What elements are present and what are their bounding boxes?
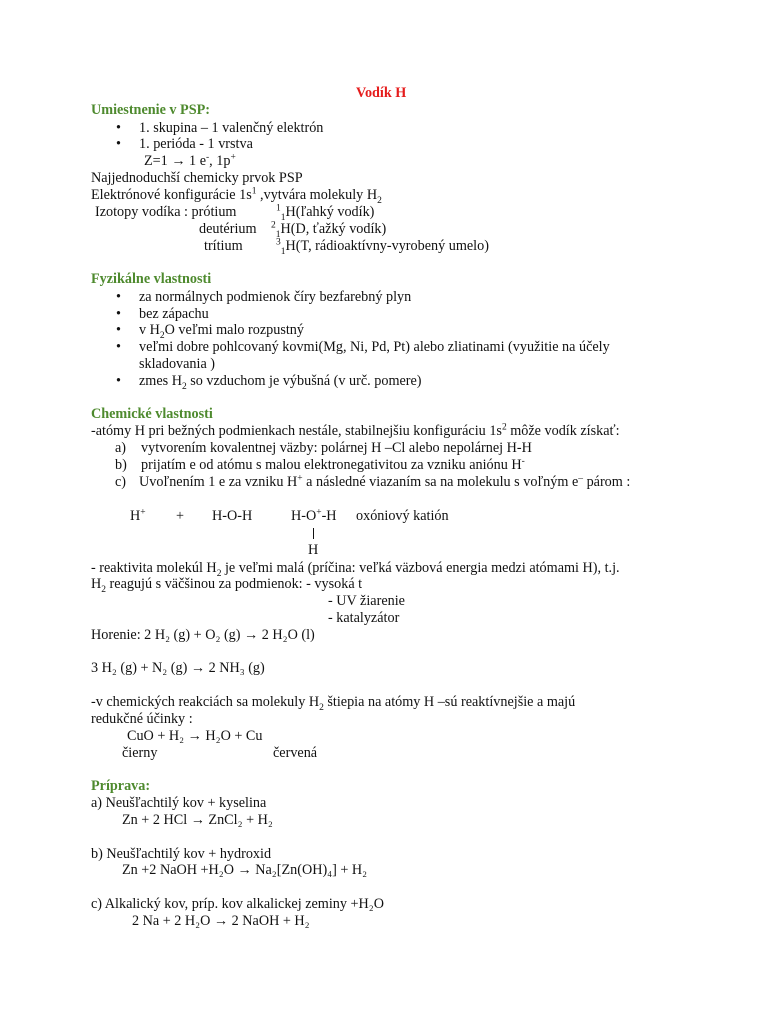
list-item: • 1. perióda - 1 vrstva [139, 136, 253, 153]
eq-oxonium: H-O+-H [291, 507, 337, 524]
eq-h-bottom: H [308, 542, 319, 558]
config-line: Elektrónové konfigurácie $1s^1$ ,vytvára molekuly $H_2$ [91, 186, 382, 206]
label-black: čierny [122, 745, 158, 761]
isotope-protium: $^1_1$H(ľahký vodík) [276, 203, 375, 223]
prep-c-eq: 2 Na + 2 H₂O → 2 NaOH + H₂ [132, 913, 310, 929]
prep-c-label: c) Alkalický kov, príp. kov alkalickej zeminy +H₂O [91, 896, 384, 912]
list-item: • bez zápachu [139, 306, 209, 323]
list-marker: b) [115, 457, 127, 473]
isotope-deuterium-name: deutérium [199, 221, 257, 237]
text-line: redukčné účinky : [91, 711, 193, 727]
condition: - UV žiarenie [328, 593, 405, 609]
list-marker: c) [115, 474, 127, 490]
list-item: • 1. skupina – 1 valenčný elektrón [139, 120, 323, 137]
prep-a-label: a) Neušľachtilý kov + kyselina [91, 795, 267, 811]
list-item: • v $H_2O$ veľmi malo rozpustný [139, 322, 304, 339]
electron-line: Z=1 → 1 e-, 1p+ [144, 152, 236, 169]
equation-ammonia: 3 H₂ (g) + N₂ (g) → 2 NH₃ (g) [91, 660, 265, 676]
eq-plus: + [176, 508, 185, 524]
section-heading-physical: Fyzikálne vlastnosti [91, 271, 212, 287]
list-item: • veľmi dobre pohlcovaný kovmi(Mg, Ni, Pd, Pt) alebo zliatinami (využitie na účely [139, 339, 610, 356]
isotope-tritium-name: trítium [204, 238, 243, 254]
bond-line [313, 528, 314, 539]
section-heading-preparation: Príprava: [91, 778, 151, 794]
eq-oxonium-label: oxóniový katión [356, 508, 449, 524]
section-heading-placement: Umiestnenie v PSP: [91, 102, 211, 118]
list-item: • zmes $H_2$ so vzduchom je výbušná (v urč. pomere) [139, 373, 422, 390]
text-line: $H_2$ reagujú s väčšinou za podmienok: - vysoká t [91, 576, 363, 595]
text-line: - reaktivita molekúl $H_2$ je veľmi malá (príčina: veľká väzbová energia medzi atómami H), t.j. [91, 560, 620, 579]
list-item: prijatím e od atómu s malou elektronegativitou za vzniku aniónu H- [141, 456, 525, 473]
isotopes-label: Izotopy vodíka : prótium [95, 204, 237, 220]
isotope-tritium: $^3_1$H(T, rádioaktívny-vyrobený umelo) [276, 237, 489, 257]
list-item: • za normálnych podmienok číry bezfarebný plyn [139, 289, 411, 306]
isotope-deuterium: $^2_1$H(D, ťažký vodík) [271, 220, 387, 240]
list-item: Uvoľnením 1 e za vzniku H+ a následné viazaním sa na molekulu s voľným e– párom : [139, 473, 631, 490]
list-item: vytvorením kovalentnej väzby: polárnej H –Cl alebo nepolárnej H-H [141, 440, 532, 456]
list-marker: a) [115, 440, 127, 456]
eq-water: H-O-H [212, 508, 253, 524]
equation-cuo: CuO + H₂ → H₂O + Cu [127, 728, 263, 744]
section-heading-chemical: Chemické vlastnosti [91, 406, 213, 422]
prep-b-label: b) Neušľachtilý kov + hydroxid [91, 846, 272, 862]
prep-b-eq: Zn +2 NaOH +H₂O → Na₂[Zn(OH)₄] + H₂ [122, 862, 368, 878]
prep-a-eq: Zn + 2 HCl → ZnCl₂ + H₂ [122, 812, 273, 828]
page-title: Vodík H [356, 85, 407, 101]
text-line: Najjednoduchší chemicky prvok PSP [91, 170, 303, 186]
list-item-continuation: skladovania ) [139, 356, 216, 372]
text-line: -v chemických reakciách sa molekuly $H_2$ štiepia na atómy H –sú reaktívnejšie a majú [91, 694, 576, 713]
condition: - katalyzátor [328, 610, 400, 626]
text-line: -atómy H pri bežných podmienkach nestále, stabilnejšiu konfiguráciu $1s^2$ môže vodík získať: [91, 422, 620, 439]
label-red: červená [273, 745, 318, 761]
eq-hplus: H+ [130, 507, 146, 524]
equation-combustion: Horenie: 2 H₂ (g) + O₂ (g) → 2 H₂O (l) [91, 627, 315, 643]
